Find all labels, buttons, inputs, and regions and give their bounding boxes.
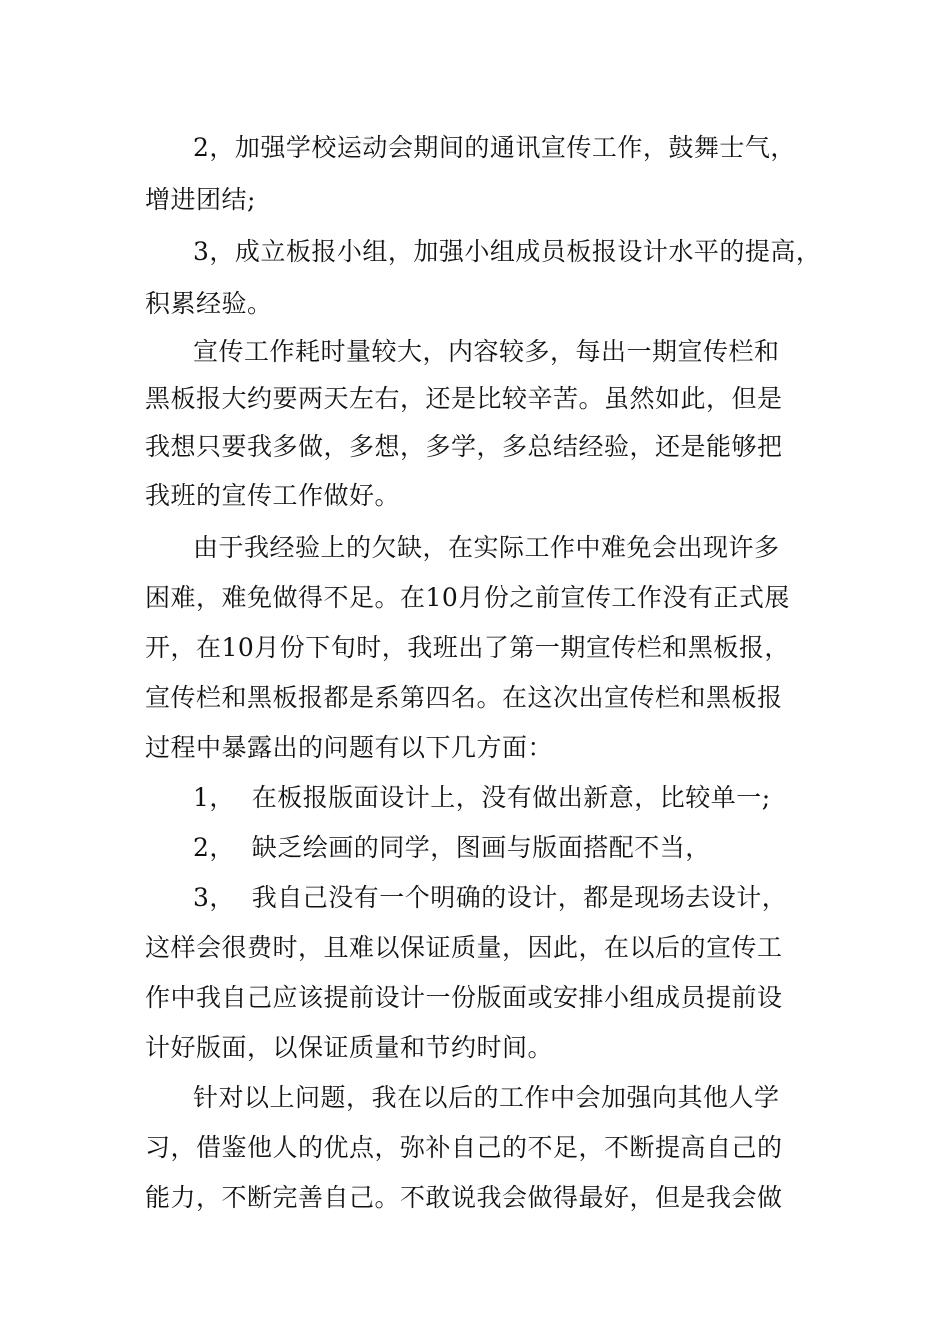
text-line-1: 2，加强学校运动会期间的通讯宣传工作，鼓舞士气， [193, 133, 796, 162]
text-line-5: 宣传工作耗时量较大，内容较多，每出一期宣传栏和 [193, 337, 780, 366]
text-line-10: 困难，难免做得不足。在10月份之前宣传工作没有正式展 [145, 583, 790, 612]
text-line-20: 针对以上问题，我在以后的工作中会加强向其他人学 [193, 1083, 780, 1112]
text-line-13: 过程中暴露出的问题有以下几方面： [145, 733, 554, 762]
text-line-21: 习，借鉴他人的优点，弥补自己的不足，不断提高自己的 [145, 1133, 783, 1162]
text-line-15: 2， 缺乏绘画的同学，图画与版面搭配不当， [193, 833, 711, 862]
text-line-22: 能力，不断完善自己。不敢说我会做得最好，但是我会做 [145, 1183, 783, 1212]
text-line-7: 我想只要我多做，多想，多学，多总结经验，还是能够把 [145, 432, 783, 461]
text-line-6: 黑板报大约要两天左右，还是比较辛苦。虽然如此，但是 [145, 384, 783, 413]
text-line-9: 由于我经验上的欠缺，在实际工作中难免会出现许多 [193, 533, 780, 562]
text-line-17: 这样会很费时，且难以保证质量，因此，在以后的宣传工 [145, 933, 783, 962]
text-line-19: 计好版面，以保证质量和节约时间。 [145, 1033, 554, 1062]
text-line-3: 3，成立板报小组，加强小组成员板报设计水平的提高， [193, 237, 822, 266]
text-line-14: 1， 在板报版面设计上，没有做出新意，比较单一; [193, 783, 771, 812]
text-line-12: 宣传栏和黑板报都是系第四名。在这次出宣传栏和黑板报 [145, 683, 783, 712]
text-line-8: 我班的宣传工作做好。 [145, 481, 401, 510]
text-line-2: 增进团结; [145, 185, 256, 214]
text-line-18: 作中我自己应该提前设计一份版面或安排小组成员提前设 [145, 983, 783, 1012]
text-line-16: 3， 我自己没有一个明确的设计，都是现场去设计， [193, 883, 788, 912]
text-line-11: 开，在10月份下旬时，我班出了第一期宣传栏和黑板报， [145, 633, 790, 662]
text-line-4: 积累经验。 [145, 289, 273, 318]
